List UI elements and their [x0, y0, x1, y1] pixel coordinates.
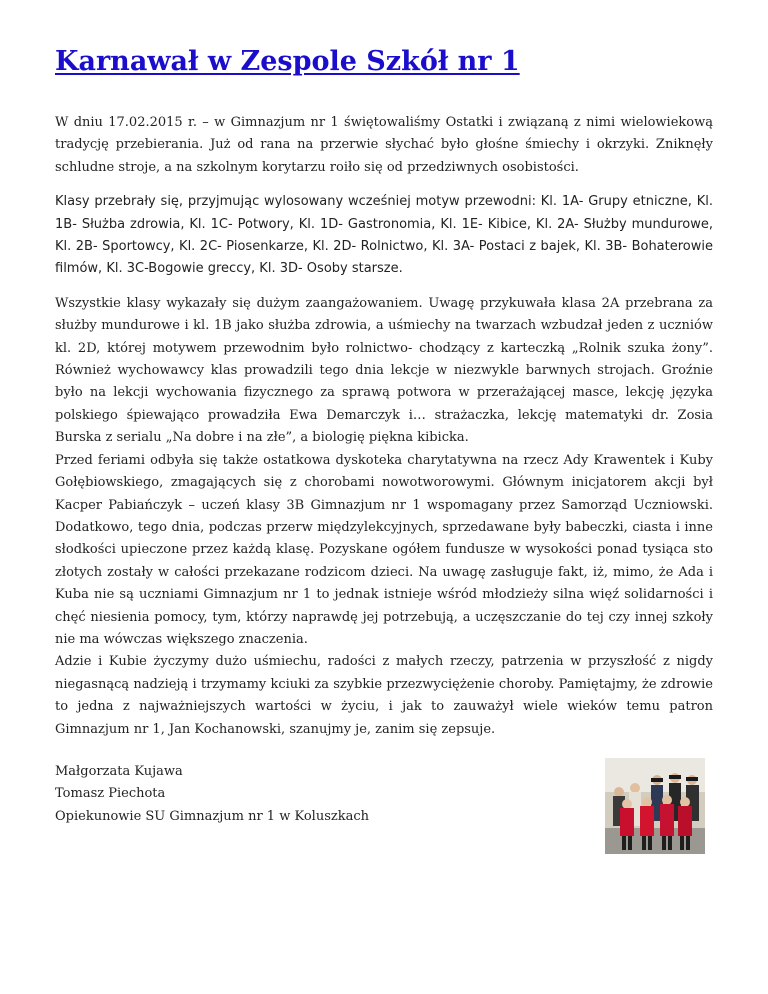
- paragraph-intro: W dniu 17.02.2015 r. – w Gimnazjum nr 1 świętowaliśmy Ostatki i związaną z nimi wielowiekową tradycję przebierania. Już od rana na przerwie słychać było głośne śmiechy i okrzyki. Zniknęły schludne stroje, a na szkolnym korytarzu roiło się od przedziwnych osobistości.: [55, 115, 713, 175]
- paragraph-engagement: Wszystkie klasy wykazały się dużym zaangażowaniem. Uwagę przykuwała klasa 2A przebrana za służby mundurowe i kl. 1B jako służba zdrowia, a uśmiechy na twarzach wzbudzał jeden z uczniów kl. 2D, której motywem przewodnim było rolnictwo- chodzący z karteczką „Rolnik szuka żony”. Również wychowawcy klas prowadzili tego dnia lekcje w niezwykle barwnych strojach. Groźnie było na lekcji wychowania fizycznego za sprawą potwora w przerażającej masce, lekcję języka polskiego śpiewająco prowadziła Ewa Demarczyk i… strażaczka, lekcję matematyki dr. Zosia Burska z serialu „Na dobre i na złe”, a biologię piękna kibicka.: [55, 295, 713, 446]
- paragraph-wishes: Adzie i Kubie życzymy dużo uśmiechu, radości z małych rzeczy, patrzenia w przyszłość z nigdy niegasnącą nadzieją i trzymamy kciuki za szybkie przezwyciężenie choroby. Pamiętajmy, że zdrowie to jedna z najważniejszych wartości w życiu, i jak to zauważył wiele wieków temu patron Gimnazjum nr 1, Jan Kochanowski, szanujmy je, zanim się zepsuje.: [55, 654, 713, 737]
- page-title: [55, 40, 713, 84]
- article-photo[interactable]: [605, 758, 705, 854]
- paragraph-charity: Przed feriami odbyła się także ostatkowa dyskoteka charytatywna na rzecz Ady Krawentek i Kuby Gołębiowskiego, zmagających się z chorobami nowotworowymi. Głównym inicjatorem akcji był Kacper Pabiańczyk – uczeń klasy 3B Gimnazjum nr 1 wspomagany przez Samorząd Uczniowski. Dodatkowo, tego dnia, podczas przerw międzylekcyjnych, sprzedawane były babeczki, ciasta i inne słodkości upieczone przez każdą klasę. Pozyskane ogółem fundusze w wysokości ponad tysiąca sto złotych zostały w całości przekazane rodzicom dzieci. Na uwagę zasługuje fakt, iż, mimo, że Ada i Kuba nie są uczniami Gimnazjum nr 1 to jednak istnieje wśród młodzieży silna więź solidarności i chęć niesienia pomocy, tym, którzy naprawdę jej potrzebują, a uczęszczanie do tej czy innej szkoły nie ma wówczas większego znaczenia.: [55, 452, 713, 647]
- paragraph-class-themes: Klasy przebrały się, przyjmując wylosowany wcześniej motyw przewodni: Kl. 1A- Grupy etniczne, Kl. 1B- Służba zdrowia, Kl. 1C- Potwory, Kl. 1D- Gastronomia, Kl. 1E- Kibice, Kl. 2A- Służby mundurowe, Kl. 2B- Sportowcy, Kl. 2C- Piosenkarze, Kl. 2D- Rolnictwo, Kl. 3A- Postaci z bajek, Kl. 3B- Bohaterowie filmów, Kl. 3C-Bogowie greccy, Kl. 3D- Osoby starsze.: [55, 194, 713, 277]
- carnival-group-photo: [605, 758, 705, 854]
- signature-role: Opiekunowie SU Gimnazjum nr 1 w Koluszkach: [55, 808, 369, 824]
- signature-author-1: Małgorzata Kujawa: [55, 763, 183, 779]
- signature-author-2: Tomasz Piechota: [55, 786, 166, 802]
- title-link[interactable]: Karnawał w Zespole Szkół nr 1: [55, 46, 520, 77]
- article: [55, 40, 713, 828]
